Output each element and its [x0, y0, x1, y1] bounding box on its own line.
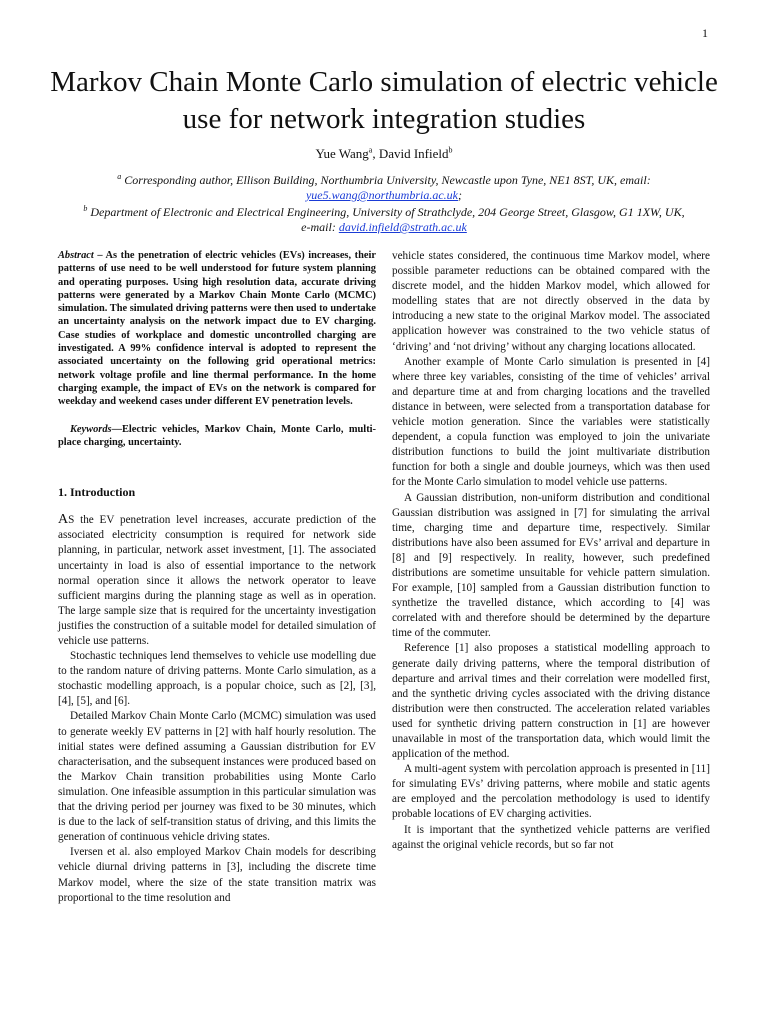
body-paragraph	[58, 512, 376, 649]
keywords-text: —Electric vehicles, Markov Chain, Monte Carlo, multi-place charging, uncertainty.	[58, 423, 376, 448]
paragraph-text: S the EV penetration level increases, accurate prediction of the associated electricity consumption is required for network side planning, in particular, network asset investment, [1]. The associated uncertainty in load is also of essential importance to the network normal operation since it allows the network operator to leave sufficient margins during the planning stage as well as in operation. The large sample size that is required for the uncertainty investigation justifies the construction of a suitable model for detailed simulation of vehicle use patterns.	[58, 514, 376, 647]
page-number: 1	[702, 26, 708, 40]
affiliation-text: Corresponding author, Ellison Building, Northumbria University, Newcastle upon Tyne, NE1 8ST, UK, email:	[121, 173, 651, 187]
right-column	[392, 249, 710, 853]
body-paragraph: It is important that the synthetized vehicle patterns are verified against the original vehicle records, but so far not	[392, 823, 710, 851]
abstract-label: Abstract	[58, 250, 94, 261]
email-label: e-mail:	[301, 220, 339, 234]
body-paragraph: Another example of Monte Carlo simulation is presented in [4] where three key variables, consisting of the time of vehicles’ arrival and departure time at and from charging locations and the travelled distance in between, were selected from a transportation database for vehicle motion generation. Since the variables were statistically dependent, a copula function was employed to join the univariate distribution functions to build the joint multivariate distribution function for both a single and double journeys, which was then used for the Monte Carlo simulation to model vehicle use patterns.	[392, 355, 710, 489]
author-line	[0, 146, 768, 162]
affiliation-punctuation: ;	[458, 188, 463, 202]
abstract-text: – As the penetration of electric vehicles (EVs) increases, their patterns of use need to be well understood for future system planning and operating purposes. Using high resolution data, accurate driving patterns were generated by a Markov Chain Monte Carlo (MCMC) simulation. The simulated driving patterns were then used to undertake an uncertainty analysis on the network impact due to EV charging. Case studies of workplace and domestic uncontrolled charging are investigated. A 99% confidence interval is adopted to represent the associated uncertainty on the following grid operational metrics: network voltage profile and line thermal performance. In the home charging example, the impact of EVs on the network is compared for weekday and weekend cases under different EV penetration levels.	[58, 250, 376, 408]
keywords	[58, 423, 376, 450]
email-link[interactable]: david.infield@strath.ac.uk	[338, 220, 467, 234]
author-name: David Infield	[378, 146, 449, 161]
affiliation-superscript: b	[83, 204, 88, 213]
body-paragraph: vehicle states considered, the continuous time Markov model, where possible parameter reductions can be obtained compared with the discrete model, and the hidden Markov model, which allowed for modelling states that are not directly observed in the data by introducing a new state to the original Markov model. The associated application however was constrained to the two vehicle status of ‘driving’ and ‘not driving’ without any charging locations allocated.	[392, 250, 710, 353]
drop-initial: A	[58, 512, 69, 528]
body-paragraph: Reference [1] also proposes a statistical modelling approach to generate daily driving patterns, where the temporal distribution of departure and arrival times and their correlation were modelled first, and the synthetic driving cycles associated with the driving distance distribution were then constructed. The acceleration related variables used for synthetic driving pattern construction in [1] are however unavailable in most of the transportation data, which would limit the application of the method.	[392, 642, 710, 761]
author-name: Yue Wang	[315, 146, 369, 161]
affiliation-text: Department of Electronic and Electrical Engineering, University of Strathclyde, 204 George Street, Glasgow, G1 1XW, UK,	[87, 205, 685, 219]
paper-title: Markov Chain Monte Carlo simulation of electric vehicle use for network integration studies	[50, 66, 718, 135]
section-heading: 1. Introduction	[58, 485, 136, 500]
affiliation-a	[40, 173, 728, 203]
body-paragraph: A multi-agent system with percolation approach is presented in [11] for simulating EVs’ driving patterns, where mobile and static agents are employed and the percolation methodology is used to identify probable locations of EV charging activities.	[392, 763, 710, 821]
abstract	[58, 249, 376, 409]
keywords-label: Keywords	[70, 423, 112, 435]
body-paragraph: Stochastic techniques lend themselves to vehicle use modelling due to the random nature of driving patterns. Monte Carlo simulation, as a stochastic modelling approach, is a popular choice, such as [2], [3], [4], [5], and [6].	[58, 650, 376, 708]
affiliation-b	[40, 205, 728, 235]
body-paragraph: A Gaussian distribution, non-uniform distribution and conditional Gaussian distribution was assigned in [7] for simulating the arrival time, charging time and departure time, respectively. Similar distributions have also been assumed for EVs’ arrival and departure in [8] and [9] respectively. In reality, however, such predefined distributions are sometime unsuitable for vehicle pattern simulation. For example, [10] sampled from a Gaussian distribution function to synthetize the travelled distance, which according to [4] was correlated with and therefore should be determined by the departure time of the commuter.	[392, 491, 710, 640]
left-column	[58, 249, 376, 906]
author-separator: ,	[372, 146, 379, 161]
author-superscript: a	[368, 145, 373, 155]
body-paragraph: Iversen et al. also employed Markov Chain models for describing vehicle diurnal driving patterns in [3], including the discrete time Markov model, where the size of the state transition matrix was proportional to the time resolution and	[58, 846, 376, 904]
body-paragraph: Detailed Markov Chain Monte Carlo (MCMC) simulation was used to generate weekly EV patterns in [2] with half hourly resolution. The initial states were defined assuming a Gaussian distribution for EV characterisation, and the subsequent instances were produced based on the Markov Chain transition probabilities using Monte Carlo simulation. One infeasible assumption in this particular simulation was that the driving period per journey was fixed to be 30 minutes, which is due to the lack of self-transition status of driving, and this limits the generation of continuous vehicle driving states.	[58, 710, 376, 844]
email-link[interactable]: yue5.wang@northumbria.ac.uk	[305, 188, 459, 202]
affiliation-superscript: a	[117, 172, 122, 181]
author-superscript: b	[448, 145, 453, 155]
